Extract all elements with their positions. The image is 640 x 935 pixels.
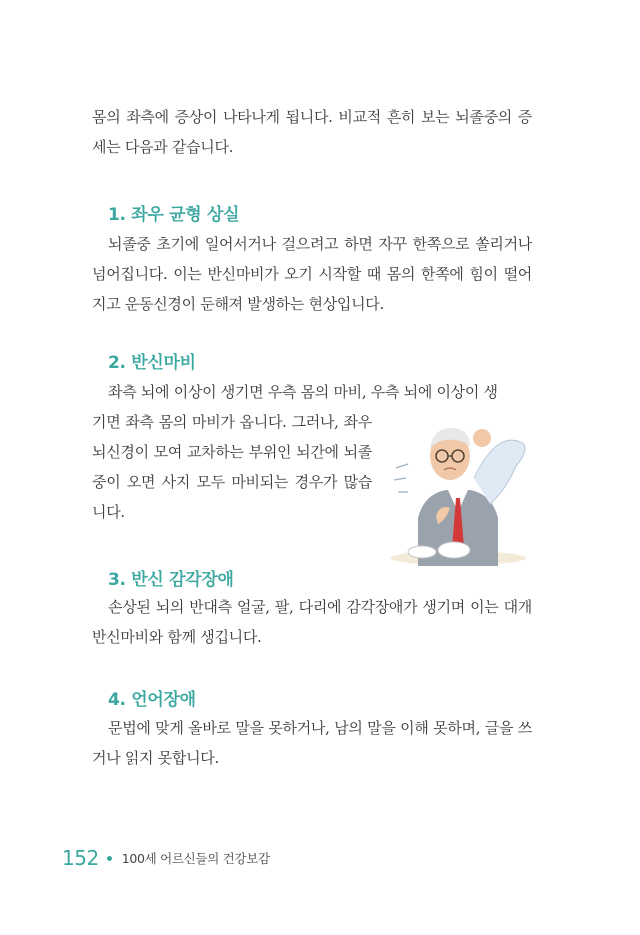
section-heading-1: 1. 좌우 균형 상실 [108,205,240,225]
intro-paragraph: 몸의 좌측에 증상이 나타나게 됩니다. 비교적 흔히 보는 뇌졸중의 증세는 다음과 같습니다. [92,108,532,156]
page-footer [62,846,270,870]
section-heading-3: 3. 반신 감각장애 [108,570,234,590]
bowl [438,542,470,558]
section-body-2-rest: 기면 좌측 몸의 마비가 옵니다. 그러나, 좌우 뇌신경이 모여 교차하는 부위인 뇌간에 뇌졸중이 오면 사지 모두 마비되는 경우가 많습니다. [92,413,372,521]
running-title: 100세 어르신들의 건강보감 [121,851,270,866]
page-number: 152 [62,846,99,870]
section-body-1: 뇌졸중 초기에 일어서거나 걸으려고 하면 자꾸 한쪽으로 쏠리거나 넘어집니다. 이는 반신마비가 오기 시작할 때 몸의 한쪽에 힘이 떨어지고 운동신경이 둔해져 발생하는 현상입니다. [92,235,532,313]
section-heading-2: 2. 반신마비 [108,353,196,373]
section-body-4: 문법에 맞게 올바로 말을 못하거나, 남의 말을 이해 못하며, 글을 쓰거나 읽지 못합니다. [92,719,532,767]
cup [408,546,436,558]
footer-bullet-icon [107,856,112,861]
hand-on-head [473,429,491,447]
section-body-2-line1: 좌측 뇌에 이상이 생기면 우측 몸의 마비, 우측 뇌에 이상이 생 [108,383,498,401]
section-body-3: 손상된 뇌의 반대측 얼굴, 팔, 다리에 감각장애가 생기며 이는 대개 반신마비와 함께 생깁니다. [92,598,532,646]
section-heading-4: 4. 언어장애 [108,690,196,710]
elderly-man-illustration [378,408,536,566]
dizzy-lines-icon [394,464,408,492]
